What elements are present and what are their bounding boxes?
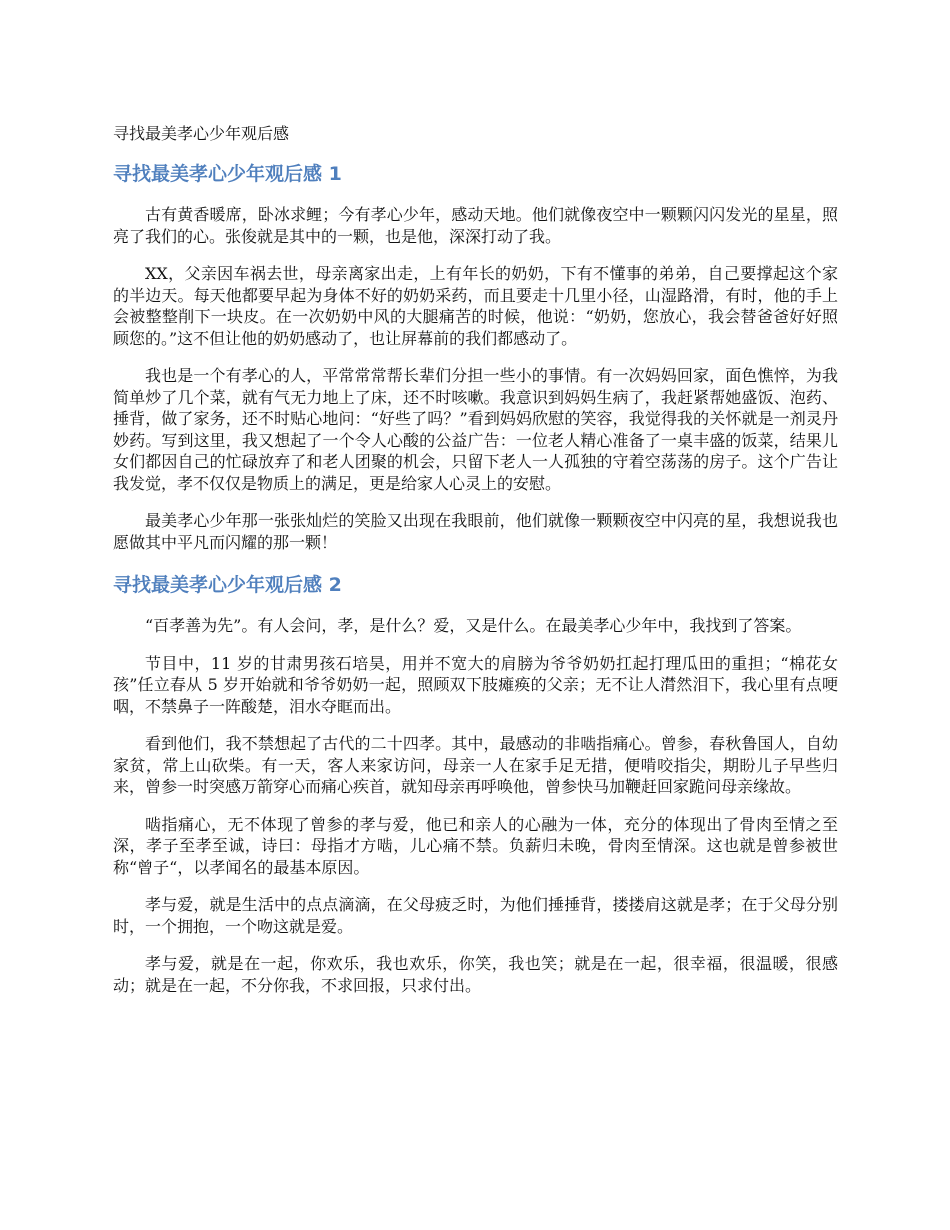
paragraph: 啮指痛心，无不体现了曾参的孝与爱，他已和亲人的心融为一体，充分的体现出了骨肉至情之至深，孝子至孝至诚，诗曰：母指才方啮，儿心痛不禁。负薪归未晚，骨肉至情深。这也就是曾参被世称“曾子“，以孝闻名的最基本原因。	[113, 814, 838, 877]
section-1	[113, 160, 838, 553]
paragraph: 我也是一个有孝心的人，平常常常帮长辈们分担一些小的事情。有一次妈妈回家，面色憔悴，为我简单炒了几个菜，就有气无力地上了床，还不时咳嗽。我意识到妈妈生病了，我赶紧帮她盛饭、泡药、捶背，做了家务，还不时贴心地问：“好些了吗？”看到妈妈欣慰的笑容，我觉得我的关怀就是一剂灵丹妙药。写到这里，我又想起了一个令人心酸的公益广告：一位老人精心准备了一桌丰盛的饭菜，结果儿女们都因自己的忙碌放弃了和老人团聚的机会，只留下老人一人孤独的守着空荡荡的房子。这个广告让我发觉，孝不仅仅是物质上的满足，更是给家人心灵上的安慰。	[113, 366, 838, 493]
paragraph: 孝与爱，就是生活中的点点滴滴，在父母疲乏时，为他们捶捶背，搂搂肩这就是孝；在于父母分别时，一个拥抱，一个吻这就是爱。	[113, 895, 838, 936]
document-body	[113, 122, 838, 1012]
section-heading: 寻找最美孝心少年观后感 1	[113, 163, 342, 185]
document-title: 寻找最美孝心少年观后感	[113, 124, 290, 143]
paragraph: 古有黄香暖席，卧冰求鲤；今有孝心少年，感动天地。他们就像夜空中一颗颗闪闪发光的星星，照亮了我们的心。张俊就是其中的一颗，也是他，深深打动了我。	[113, 205, 838, 246]
paragraph: 孝与爱，就是在一起，你欢乐，我也欢乐，你笑，我也笑；就是在一起，很幸福，很温暖，很感动；就是在一起，不分你我，不求回报，只求付出。	[113, 954, 838, 995]
paragraph: 最美孝心少年那一张张灿烂的笑脸又出现在我眼前，他们就像一颗颗夜空中闪亮的星，我想说我也愿做其中平凡而闪耀的那一颗！	[113, 511, 838, 552]
paragraph: XX，父亲因车祸去世，母亲离家出走，上有年长的奶奶，下有不懂事的弟弟，自己要撑起这个家的半边天。每天他都要早起为身体不好的奶奶采药，而且要走十几里小径，山湿路滑，有时，他的手上会被整整削下一块皮。在一次奶奶中风的大腿痛苦的时候，他说：“奶奶，您放心，我会替爸爸好好照顾您的。”这不但让他的奶奶感动了，也让屏幕前的我们都感动了。	[113, 264, 838, 348]
paragraph: “百孝善为先”。有人会问，孝，是什么？爱，又是什么。在最美孝心少年中，我找到了答案。	[145, 616, 802, 635]
section-heading: 寻找最美孝心少年观后感 2	[113, 574, 342, 596]
paragraph: 节目中，11 岁的甘肃男孩石培昊，用并不宽大的肩膀为爷爷奶奶扛起打理瓜田的重担；“棉花女孩”任立春从 5 岁开始就和爷爷奶奶一起，照顾双下肢瘫痪的父亲；无不让人潸然泪下，我心里有点哽咽，不禁鼻子一阵酸楚，泪水夺眶而出。	[113, 653, 838, 716]
section-2	[113, 571, 838, 996]
paragraph: 看到他们，我不禁想起了古代的二十四孝。其中，最感动的非啮指痛心。曾参，春秋鲁国人，自幼家贫，常上山砍柴。有一天，客人来家访问，母亲一人在家手足无措，便啃咬指尖，期盼儿子早些归来，曾参一时突感万箭穿心而痛心疾首，就知母亲再呼唤他，曾参快马加鞭赶回家跪问母亲缘故。	[113, 734, 838, 796]
